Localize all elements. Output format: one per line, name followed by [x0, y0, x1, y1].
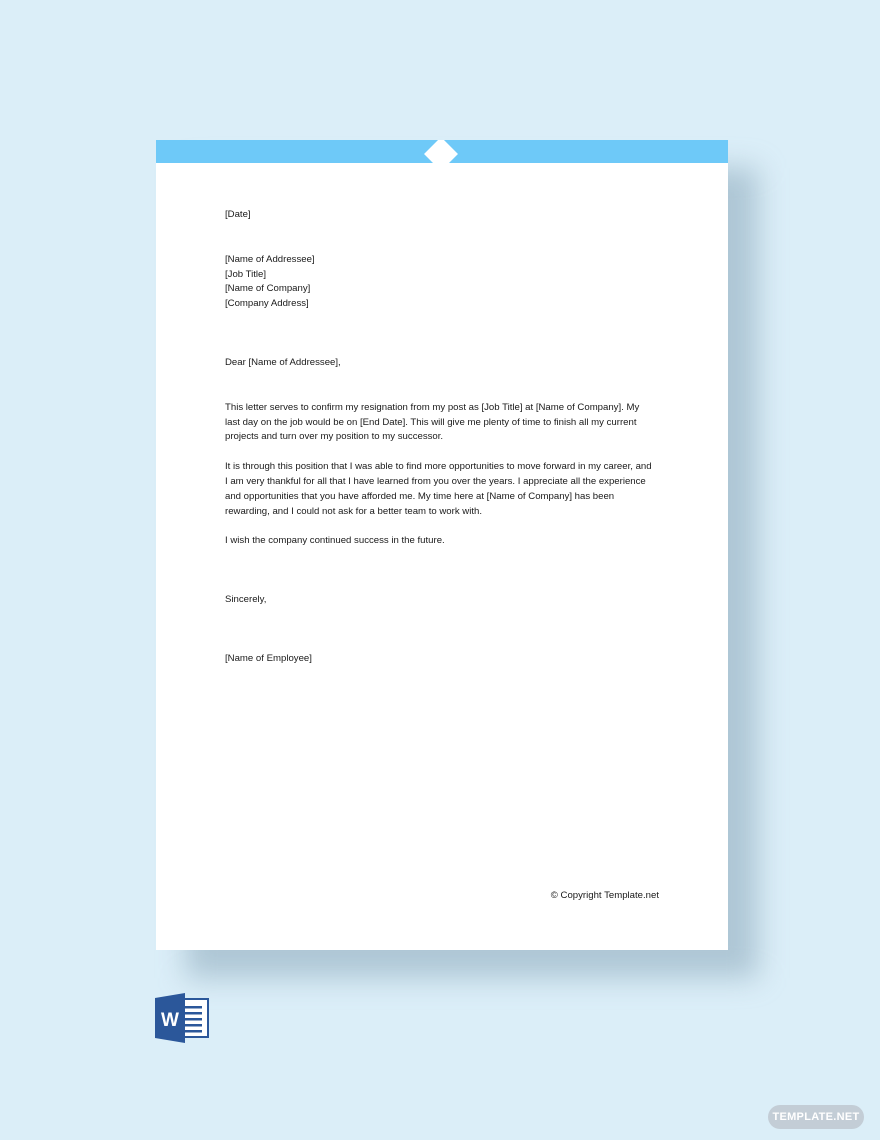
salutation: Dear [Name of Addressee],	[225, 356, 341, 368]
copyright-notice: © Copyright Template.net	[550, 890, 659, 901]
letter-date: [Date]	[225, 209, 251, 220]
addressee-company: [Name of Company]	[225, 283, 311, 295]
paragraph-1: This letter serves to confirm my resignation from my post as [Job Title] at [Name of Company]. My last day on the job would be on [End Date]. This will give me plenty of time to finish all my current projects and turn over my position to my successor.	[225, 401, 640, 443]
letter-body	[225, 208, 655, 667]
template-net-badge[interactable]: TEMPLATE.NET	[768, 1105, 864, 1129]
addressee-address: [Company Address]	[225, 298, 309, 310]
signature: [Name of Employee]	[225, 652, 312, 664]
addressee-job-title: [Job Title]	[225, 268, 267, 280]
paragraph-3: I wish the company continued success in the future.	[225, 535, 445, 547]
paragraph-2: It is through this position that I was able to find more opportunities to move forward in my career, and I am very thankful for all that I have learned from you over the years. I appreciate all the experience and opportunities that you have afforded me. My time here at [Name of Company] has been rewarding, and I could not ask for a better team to work with.	[225, 461, 652, 517]
word-icon	[155, 993, 210, 1043]
closing: Sincerely,	[225, 594, 267, 606]
header-accent-bar	[156, 140, 728, 163]
diamond-ornament	[424, 140, 458, 171]
addressee-name: [Name of Addressee]	[225, 253, 315, 265]
word-icon-letter: W	[161, 1010, 179, 1031]
document-page	[156, 140, 728, 950]
addressee-block	[225, 253, 655, 312]
